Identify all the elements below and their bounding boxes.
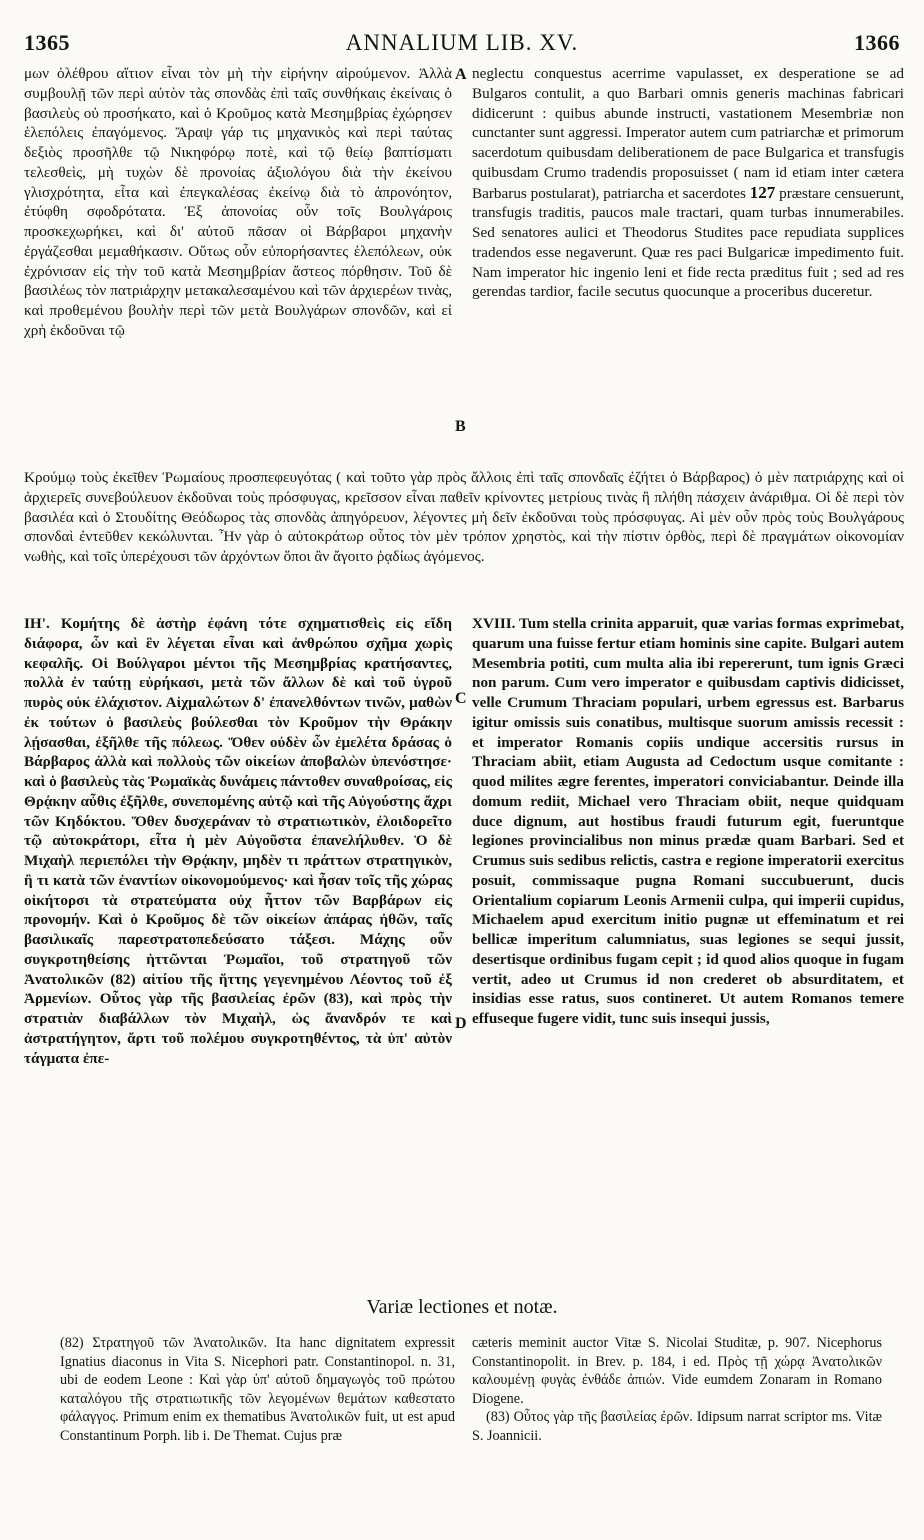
note-83: (83) Οὗτος γὰρ τῆς βασιλείας ἐρῶν. Idipsum narrat scriptor ms. Vitæ S. Joannicii. — [472, 1409, 882, 1444]
note-82-continued: cæteris meminit auctor Vitæ S. Nicolai Studitæ, p. 907. Nicephorus Constantinopolit. in Brev. p. 184, i ed. Πρὸς τῇ χώρᾳ Ἀνατολικῶν καλουμένῃ φυγὰς ἐνθάδε ἀπιών. Vide eumdem Zonaram in Romano Diogene. — [472, 1335, 882, 1407]
greek-column-bottom — [24, 614, 452, 1068]
notes-heading: Variæ lectiones et notæ. — [366, 1296, 558, 1318]
margin-marker-a: A — [455, 66, 467, 83]
column-number-left: 1365 — [24, 30, 70, 55]
latin-column-bottom — [472, 614, 904, 1029]
greek-paragraph: μων ὀλέθρου αἴτιον εἶναι τὸν μὴ τὴν εἰρήνην αἱρούμενον. Ἀλλὰ συμβουλῇ τῶν περὶ αὐτὸν τὰς σπονδὰς ἐπὶ ταῖς συνθήκαις ἐκείναις ὁ βασιλεὺς οὐ προσήκατο, καὶ ὁ Κροῦμος κατὰ Μεσημβρίας ἐχώρησεν ἑλεπόλεις ἐπαγόμενος. Ἄραψ γάρ τις μηχανικὸς καὶ περὶ ταύτας δεξιὸς προσῆλθε τῷ Νικηφόρῳ ποτὲ, καὶ τῷ θείῳ βαπτίσματι τελεσθεὶς, μὴ τυχὼν δὲ προνοίας ἀξιολόγου διὰ τὴν ἐκείνου γλισχρότητα, εἶτα καὶ ἐπεγκαλέσας ἐκείνῳ διὰ τὸ ἀπρονόητον, ἐτύφθη σφοδρότατα. Ἐξ ἀπονοίας οὖν τοῖς Βουλγάροις προσκεχωρήκει, καὶ δι' αὐτοῦ πᾶσαν οἱ Βάρβαροι μηχανὴν ἐργάζεσθαι μεμαθήκασιν. Οὕτως οὖν εὐπορήσαντες ἑλεπόλεων, οὐκ ἐχρόνισαν εἰς τὴν τοῦ κατὰ Μεσημβρίαν ἄστεος πόρθησιν. Τοῦ δὲ βασιλέως τὸν πατριάρχην μετακαλεσαμένου καὶ τῶν ἀρχιερέων τινὰς, καὶ προθεμένου βουλὴν περὶ τῶν μετὰ Βουλγάρων σπονδῶν, καὶ εἰ χρὴ ἐκδοῦναι τῷ — [24, 65, 452, 339]
latin-text-1: neglectu conquestus acerrime vapulasset, ex desperatione se ad Bulgaros contulit, a quo Barbari omnis generis machinas fabricari didicerunt : quibus abunde instructi, vastationem Mesembriæ non cunctanter sunt aggressi. Imperator autem cum patriarchæ et primorum sacerdotum quibusdam deliberationem de pace Bulgarica et transfugis quibusdam Crumo tradendis proposuisset ( nam id etiam inter cætera Barbarus postularat), patriarcha et sacerdotes — [472, 65, 904, 202]
note-82: (82) Στρατηγοῦ τῶν Ἀνατολικῶν. Ita hanc dignitatem expressit Ignatius diaconus in Vita S. Nicephori patr. Constantinopol. n. 31, ubi de eodem Leone : Καὶ γὰρ ὑπ' αὐτοῦ δημαγωγὸς τοῦ πρώτου καταλόγου τῆς στρατιωτικῆς τῶν λεγομένων θεμάτων καθεστατο φάλαγγος. Primum enim ex thematibus Ἀνατολικῶν fuit, ut est apud Constantinum Porph. lib i. De Themat. Cujus præ — [60, 1335, 455, 1444]
latin-column-top — [472, 64, 904, 302]
latin-paragraph — [472, 64, 904, 302]
latin-text-2: præstare censuerunt, transfugis traditis, paucos male tractari, quam turbas innumerabiles. Sed senatores aulici et Theodorus Studites pace repudiata supplices tradendos esse negaverunt. Quæ res paci Bulgaricæ impedimento fuit. Nam imperator hic ingenio leni et fide recta præditus fuit ; sed ad res gerendas tardior, facile secutus quocunque a proceribus duceretur. — [472, 184, 905, 301]
page-number: 127 — [749, 182, 776, 202]
margin-marker-b: B — [455, 418, 466, 435]
notes-column-right — [472, 1334, 882, 1446]
greek-section-xviii: ΙΗ'. Κομήτης δὲ ἀστὴρ ἐφάνη τότε σχηματισθεὶς εἰς εἴδη διάφορα, ὧν καὶ ἓν λέγεται εἶναι καὶ ἀνθρώπου σχῆμα χωρὶς κεφαλῆς. Οἱ Βούλγαροι μέντοι τῆς Μεσημβρίας κρατήσαντες, πολλὰ ἐν ταύτῃ εὑρήκασι, μετὰ τῶν ἄλλων δὲ καὶ τοῦ ὑγροῦ πυρὸς οὐκ ἐλάχιστον. Αἰχμαλώτων δ' ἐπανελθόντων τινῶν, μαθὼν ἐκ τούτων ὁ βασιλεὺς βούλεσθαι τὸν Κροῦμον τὴν Θράκην λῄσασθαι, ἐξῆλθε τῆς πόλεως. Ὅθεν οὐδὲν ὧν ἐμελέτα δράσας ὁ Βάρβαρος ἀλλὰ καὶ πολλοὺς τῶν οἰκείων ἀποβαλὼν ὑπενόστησε· καὶ ὁ βασιλεὺς τὰς Ῥωμαϊκὰς δυνάμεις πάντοθεν συναθροίσας, εἰς Θρᾴκην αὖθις ἐξῆλθε, συνεπομένης αὐτῷ καὶ τῆς Αὐγούστης ἄχρι τῶν Κηδόκτου. Ὅθεν δυσχεράναν τὸ στρατιωτικὸν, ἐλοιδορεῖτο τῷ αὐτοκράτορι, εἶτα ἡ μὲν Αὐγοῦστα ἐπανελήλυθεν. Ὁ δὲ Μιχαὴλ περιεπόλει τὴν Θρᾴκην, μηδὲν τι πράττων στρατηγικὸν, ἢ τι κατὰ τῶν ἐναντίων οἰκονομούμενος· καὶ ἦσαν τοῖς τῆς χώρας οἰκήτορσι τὰ στρατεύματα οὐχ ἧττον τῶν Βαρβάρων εἰς προνομήν. Καὶ ὁ Κροῦμος δὲ τῶν οἰκείων ἀπάρας ἠθῶν, ταῖς βασιλικαῖς παρεστρατοπεδεύσατο τάξεσι. Μάχης οὖν συγκροτηθείσης ἡττῶνται Ῥωμαῖοι, τοῦ στρατηγοῦ τῶν Ἀνατολικῶν (82) αἰτίου τῆς ἥττης γεγενημένου Λέοντος τοῦ ἐξ Ἀρμενίων. Οὗτος γὰρ τῆς βασιλείας ἐρῶν (83), καὶ πρὸς τὴν στρατιὰν διαβάλλων τὸν Μιχαὴλ, ὡς ἄνανδρόν τε καὶ ἀστρατήγητον, ἄρτι τοῦ πολέμου συγκροτηθέντος, τὰ ὑπ' αὐτὸν τάγματα ἐπε- — [24, 615, 452, 1067]
margin-marker-d: D — [455, 1015, 467, 1032]
latin-section-xviii: XVIII. Tum stella crinita apparuit, quæ varias formas exprimebat, quarum una fuisse fertur etiam hominis sine capite. Bulgari autem Mesembria potiti, cum multa alia ibi repererunt, tum ignis Græci non parum. Cum vero imperator e quibusdam captivis didicisset, velle Crumum Thraciam populari, urbem egressus est. Barbarus igitur omissis suis conatibus, multisque suorum amissis recessit : et imperator Romanis copiis undique accersitis rursus in Thraciam abiit, etiam Augusta ad Cedoctum usque comitante : quod milites ægre ferentes, imperatori conviciabantur. Deinde illa domum rediit, Michael vero Thraciam obiit, neque quidquam duce dignum, aut hostibus fraudi futurum egit, fueruntque legiones provincialibus non minus prædæ quam Barbari. Sed et Crumus suis sedibus relictis, castra e regione imperatorii exercitus posuit, commissaque pugna Romani succubuerunt, ducis Orientalium copiarum Leonis Armenii culpa, qui imperii cupidus, Michaelem apud exercitum initio pugnæ ut effeminatum et rei bellicæ imperitum calumniatus, suas legiones se sequi jussit, desertisque ordinibus fugam cepit ; id quod alios quoque in fugam vertit, adeo ut Crumus id non crederet ob absurditatem, et insidias esse ratus, suos contineret. Ut autem Romanos temere effuseque fugere vidit, tunc suis insequi jussis, — [472, 615, 904, 1027]
margin-marker-c: C — [455, 690, 467, 707]
running-title: ANNALIUM LIB. XV. — [345, 30, 579, 55]
column-number-right: 1366 — [854, 30, 900, 55]
notes-column-left — [60, 1334, 455, 1446]
greek-full-width-block — [24, 468, 904, 567]
greek-full-paragraph: Κρούμῳ τοὺς ἐκεῖθεν Ῥωμαίους προσπεφευγότας ( καὶ τοῦτο γὰρ πρὸς ἄλλοις ἐπὶ ταῖς σπονδαῖς ἐζήτει ὁ Βάρβαρος) ὁ μὲν πατριάρχης καὶ οἱ ἀρχιερεῖς συνεβούλευον ἐκδοῦναι τοὺς πρόσφυγας, κρεῖσσον εἶναι παθεῖν κρίνοντες μετρίους τινὰς ἢ πλήθη πάσχειν ἀνάριθμα. Οἱ δὲ περὶ τὸν βασιλέα καὶ ὁ Στουδίτης Θεόδωρος τὰς σπονδὰς ἀπηγόρευον, λέγοντες μὴ δεῖν ἐκδοῦναι τοὺς πρόσφυγας. Αἱ μὲν οὖν πρὸς τοὺς Βουλγάρους σπονδαὶ ἐντεῦθεν κεκώλυνται. Ἦν γὰρ ὁ αὐτοκράτωρ οὗτος τὸν μὲν τρόπον χρηστὸς, καὶ τὴν πίστιν ὀρθὸς, περὶ δὲ πραγμάτων οἰκονομίαν νωθὴς, καὶ τοῖς ὑπερέχουσι τῶν ἀρχόντων ὅποι ἂν ἄγοιτο ῥᾳδίως ἀγόμενος. — [24, 469, 904, 565]
greek-column-top — [24, 64, 452, 341]
